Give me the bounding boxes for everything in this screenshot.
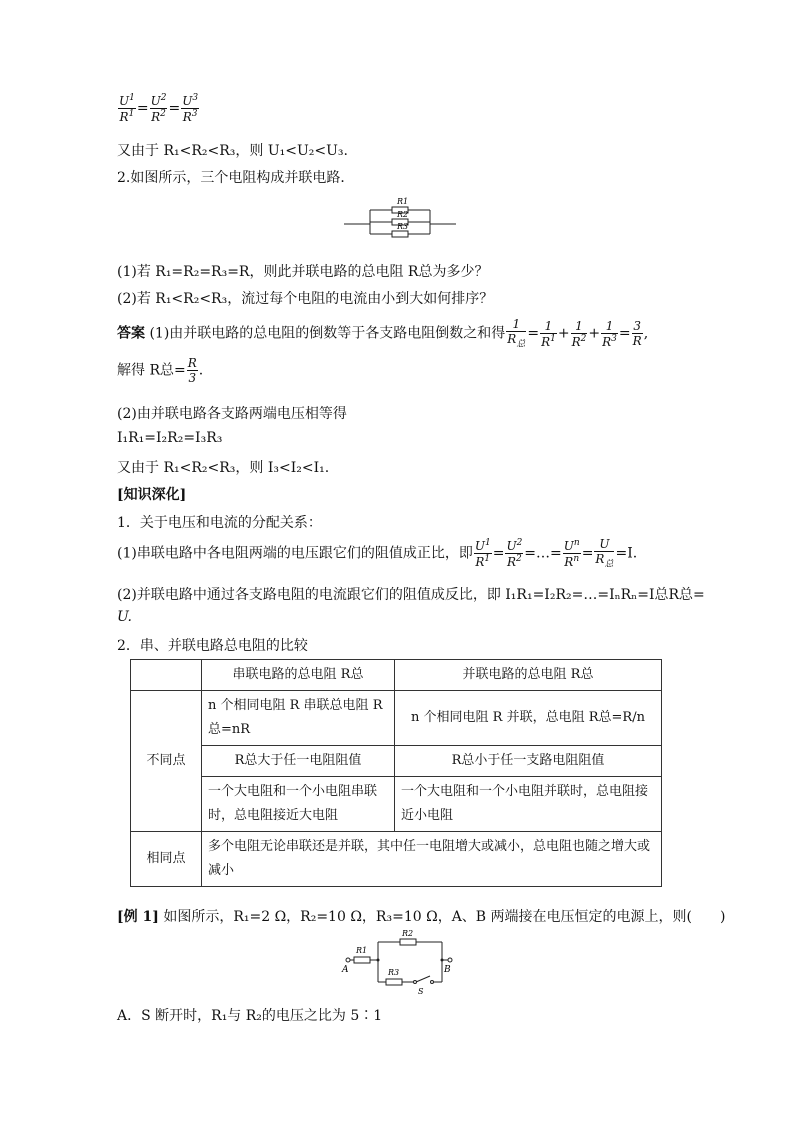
knowledge-point-2: 2．串、并联电路总电阻的比较 <box>117 638 308 654</box>
question-2-sub-2: (2)若 R₁<R₂<R₃，流过每个电阻的电流由小到大如何排序？ <box>117 291 494 307</box>
example-label-s: S <box>418 987 424 996</box>
table-row <box>131 832 662 887</box>
cell-same: 多个电阻无论串联还是并联，其中任一电阻增大或减小，总电阻也随之增大或减小 <box>202 832 662 887</box>
answer-line-5: 又由于 R₁<R₂<R₃，则 I₃<I₂<I₁. <box>117 460 330 476</box>
table-row <box>131 691 662 746</box>
ratio-equation: $\frac{U^1}{R^1}$ = $\frac{U^2}{R^2}$ = $\frac{U^3}{R^3}$ <box>119 93 199 124</box>
example-label-a: A <box>342 965 349 975</box>
example-label-b: B <box>444 965 451 975</box>
question-2-stem: 2.如图所示，三个电阻构成并联电路． <box>117 170 355 186</box>
answer-line-1: 答案 (1)由并联电路的总电阻的倒数等于各支路电阻倒数之和得 $\frac{1}{R_总}$ = $\frac{1}{R^1}$ + $\frac{1}{R^2}$ + $\frac{1}{R^3}$ = $\frac{3}{R}$ , <box>117 317 649 350</box>
knowledge-point-1: 1．关于电压和电流的分配关系： <box>117 515 322 531</box>
answer-line-4: I₁R₁=I₂R₂=I₃R₃ <box>117 430 223 446</box>
label-differences: 不同点 <box>131 691 202 832</box>
header-parallel: 并联电路的总电阻 R总 <box>395 660 662 691</box>
example-label-r1: R1 <box>356 946 368 955</box>
cell-row3-parallel: 一个大电阻和一个小电阻并联时，总电阻接近小电阻 <box>395 777 662 832</box>
example-label: [例 1] <box>117 909 159 925</box>
circuit-label-r1: R1 <box>397 197 409 206</box>
label-similarities: 相同点 <box>131 832 202 887</box>
header-series: 串联电路的总电阻 R总 <box>202 660 395 691</box>
example-label-r2: R2 <box>402 929 414 938</box>
answer-solve-line: 解得 R总= $\frac{R}{3}$ . <box>117 356 204 385</box>
table-row <box>131 746 662 777</box>
answer-line-3: (2)由并联电路各支路两端电压相等得 <box>117 406 347 422</box>
cell-row1-series: n 个相同电阻 R 串联总电阻 R总=nR <box>202 691 395 746</box>
question-2-sub-1: (1)若 R₁=R₂=R₃=R，则此并联电路的总电阻 R总为多少？ <box>117 264 489 280</box>
parallel-distribution-tail: U. <box>117 609 132 625</box>
comparison-table <box>130 659 662 887</box>
cell-row1-parallel: n 个相同电阻 R 并联，总电阻 R总=R/n <box>395 691 662 746</box>
fraction-u3-r3: $\frac{U^3}{R^3}$ <box>182 93 199 124</box>
example-1-stem: [例 1] 如图所示，R₁=2 Ω，R₂=10 Ω，R₃=10 Ω，A、B 两端接在电压恒定的电源上，则( ) <box>117 909 726 925</box>
cell-row2-parallel: R总小于任一支路电阻阻值 <box>395 746 662 777</box>
fraction-u2-r2: $\frac{U^2}{R^2}$ <box>150 93 167 124</box>
cell-row3-series: 一个大电阻和一个小电阻串联时，总电阻接近大电阻 <box>202 777 395 832</box>
answer-label: 答案 <box>117 325 145 342</box>
table-row <box>131 777 662 832</box>
parallel-circuit-diagram <box>340 188 460 240</box>
cell-row2-series: R总大于任一电阻阻值 <box>202 746 395 777</box>
example-option-a[interactable]: A．S 断开时，R₁与 R₂的电压之比为 5∶1 <box>117 1008 383 1024</box>
knowledge-heading: [知识深化] <box>117 487 187 503</box>
table-header-row <box>131 660 662 691</box>
example-circuit-diagram <box>338 928 462 998</box>
parallel-distribution-line: (2)并联电路中通过各支路电阻的电流跟它们的阻值成反比，即 I₁R₁=I₂R₂=…=IₙRₙ=I总R总= <box>117 587 705 603</box>
fraction-u1-r1: $\frac{U^1}{R^1}$ <box>119 93 135 124</box>
example-label-r3: R3 <box>388 968 400 977</box>
circuit-label-r2: R2 <box>397 210 409 219</box>
series-ordering-line: 又由于 R₁<R₂<R₃，则 U₁<U₂<U₃. <box>117 143 348 159</box>
circuit-label-r3: R3 <box>397 222 409 231</box>
series-distribution-line: (1)串联电路中各电阻两端的电压跟它们的阻值成正比，即 $\frac{U^1}{R^1}$ = $\frac{U^2}{R^2}$ =…= $\frac{U^n}{R^n}$ = $\frac{U}{R_总}$ =I. <box>117 537 638 570</box>
